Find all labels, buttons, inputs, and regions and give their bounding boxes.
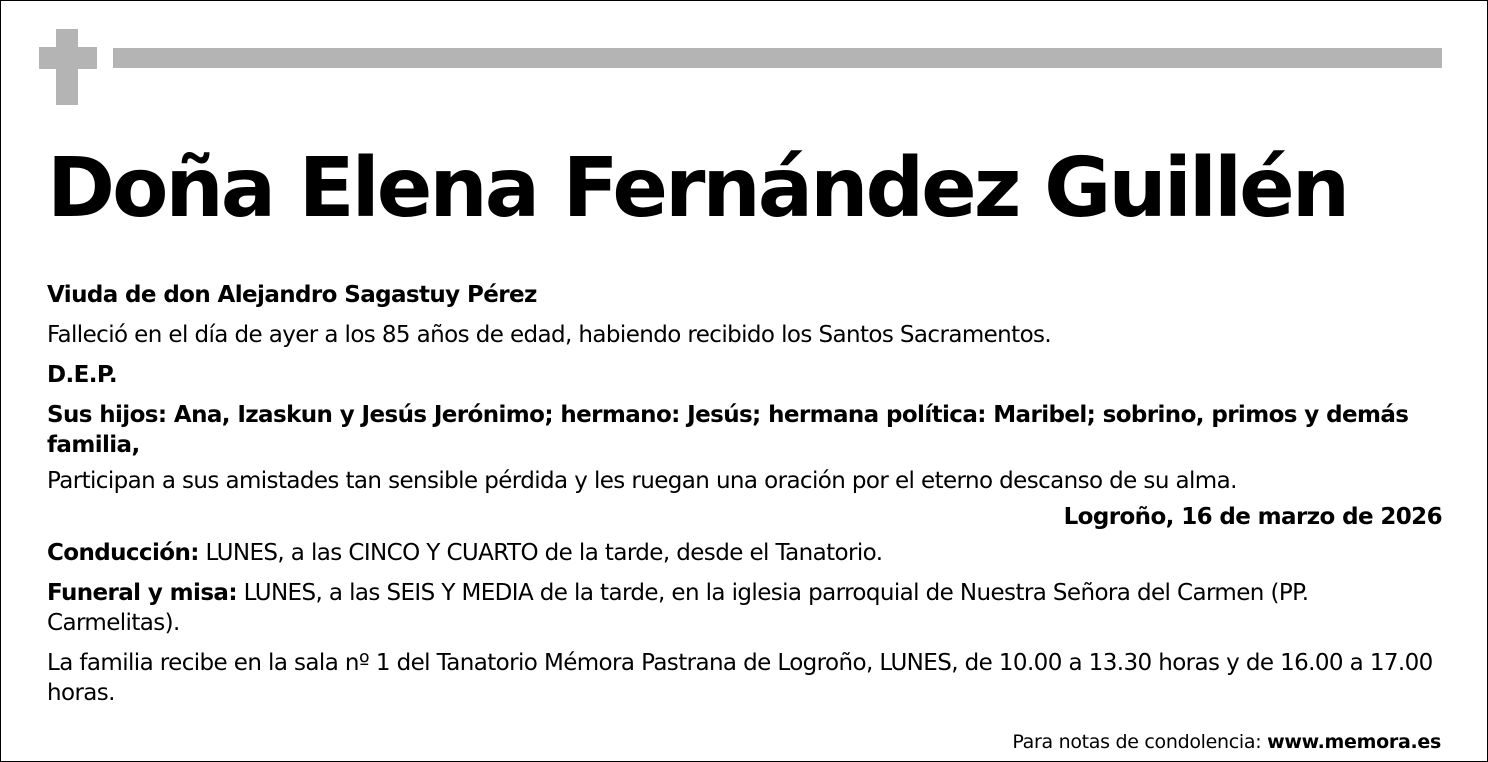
reception-line: La familia recibe en la sala nº 1 del Tanatorio Mémora Pastrana de Logroño, LUNES, de 10.00 a 13.30 horas y de 16.00 a 17.00 horas. [47, 650, 1433, 706]
participation-line: Participan a sus amistades tan sensible pérdida y les ruegan una oración por el eterno descanso de su alma. [47, 468, 1237, 494]
funeral-text: LUNES, a las SEIS Y MEDIA de la tarde, en la iglesia parroquial de Nuestra Señora del Carmen (PP. Carmelitas). [47, 580, 1309, 636]
condolence-label: Para notas de condolencia: [1012, 731, 1268, 753]
deceased-name: Doña Elena Fernández Guillén [47, 141, 1348, 236]
obituary-body [47, 280, 1442, 718]
memora-link[interactable]: www.memora.es [1267, 731, 1441, 753]
header-divider-bar [113, 48, 1442, 68]
widow-of-line: Viuda de don Alejandro Sagastuy Pérez [47, 282, 537, 308]
death-notice: Falleció en el día de ayer a los 85 años de edad, habiendo recibido los Santos Sacramentos. [47, 322, 1052, 348]
dep-line: D.E.P. [47, 362, 118, 388]
conduction-text: LUNES, a las CINCO Y CUARTO de la tarde, desde el Tanatorio. [198, 540, 883, 566]
funeral-line [47, 578, 1442, 638]
conduction-line [47, 538, 1442, 568]
conduction-label: Conducción: [47, 540, 199, 566]
family-line: Sus hijos: Ana, Izaskun y Jesús Jerónimo; hermano: Jesús; hermana política: Maribel; sobrino, primos y demás familia, [47, 402, 1409, 458]
cross-icon-horizontal [39, 47, 97, 69]
condolence-footer [1012, 728, 1441, 756]
funeral-label: Funeral y misa: [47, 580, 237, 606]
place-date: Logroño, 16 de marzo de 2026 [1063, 504, 1442, 530]
